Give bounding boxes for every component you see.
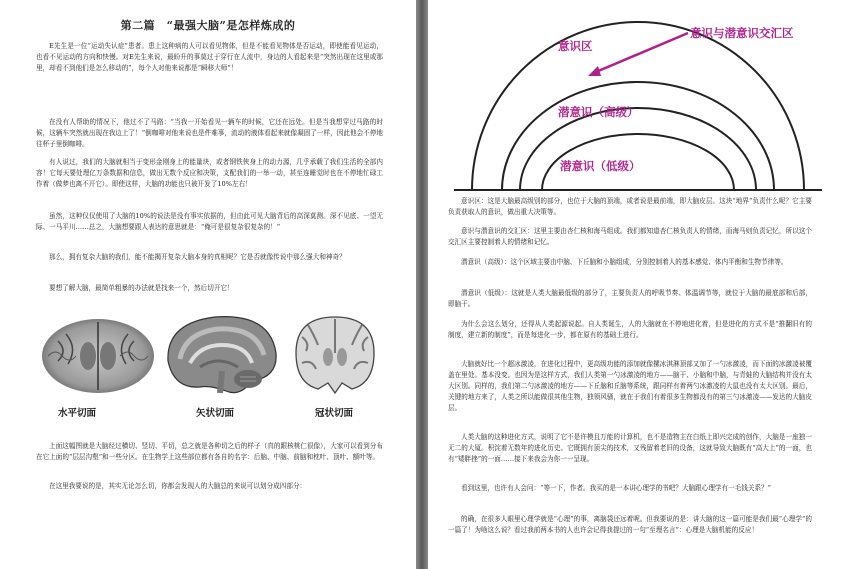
paragraph-r7: 人类大脑的这种进化方式，说明了它不是许模且万能的计算机，也不是造物主在白纸上即兴完成的创作，大脑是一座独一无二的大厦。积淀着无数年的进化历史。它既拥有顶尖的技术，又残留着老旧的设备，这就导致大脑既有“高大上”的一面，也有“矮胖挫”的一面……接下来我会为你一一呈现。 bbox=[448, 433, 812, 463]
horizontal-section-image bbox=[38, 316, 158, 396]
brain-sections-figure bbox=[38, 311, 383, 423]
paragraph-4: 虽然，这种仅仅使用了大脑的10%的说法是没有事实依据的，但由此可见大脑背后的高深莫测。深不见底、一望无际、一马平川……总之，大脑想要跟人表达的意思就是：“俺可是很复杂很复杂的！” bbox=[36, 212, 383, 231]
chapter-title: 第二篇 “最强大脑”是怎样炼成的 bbox=[120, 19, 296, 32]
paragraph-r4: 潜意识（低级）：这就是人类大脑最低级的部分了，主要负责人的呼吸节奏、体温调节等，就位于大脑的最底部和后部，即脑干。 bbox=[448, 289, 812, 308]
zone-label-subconscious-high: 潜意识（高级） bbox=[558, 105, 639, 119]
brain-zone-diagram bbox=[438, 8, 838, 193]
paragraph-7: 上面这幅图就是大脑经过横切、竖切、平切，总之就是各种切之后的样子（真的跟核桃仁很像），大家可以看到分布在它上面的“层层沟壑”和一些分区。在生物学上这些部位都有各自的名字：后脑、中脑、前脑和枕叶、顶叶、额叶等。 bbox=[36, 442, 383, 461]
paragraph-r3: 潜意识（高级）：这个区域主要由中脑、下丘脑和小脑组成，分别控制着人的基本感觉、体内平衡和生物节律等。 bbox=[461, 258, 788, 266]
coronal-section-image bbox=[290, 313, 380, 397]
book-gutter bbox=[416, 0, 428, 569]
paragraph-r9: 的确，在很多人眼里心理学就是“心理”的事，离脑袋还远着呢。但我要说的是：讲大脑的这一篇可能是我们最“心理学”的一篇了！为啥这么说？看过我前两本书的人也许会记得我提过的一句“至理名言”：心理是大脑机能的反应！ bbox=[448, 515, 812, 534]
paragraph-r1: 意识区：这是大脑最高级别的部分，也位于大脑的顶端，或者说是最前端，即大脑皮层。这块“地界”负责什么呢？它主要负责获取人的意识，做出重大决策等。 bbox=[448, 197, 812, 216]
zone-label-subconscious-low: 潜意识（低级） bbox=[560, 159, 641, 173]
sagittal-section-image bbox=[160, 311, 282, 399]
caption-coronal: 冠状切面 bbox=[315, 408, 354, 419]
left-page bbox=[0, 0, 416, 569]
caption-horizontal: 水平切面 bbox=[58, 408, 97, 419]
paragraph-8: 在这里我要说的是，其实无论怎么切，你都会发现人的大脑总的来说可以划分成四部分： bbox=[49, 482, 307, 490]
paragraph-6: 要想了解大脑，最简单粗暴的办法就是找来一个，然后切开它！ bbox=[49, 284, 234, 292]
paragraph-1: E先生是一位“运动失认症”患者。患上这种病的人可以看见物体，但是不能看见物体是否运动，即使能看见运动，也看不见运动的方向和快慢。对E先生来说，最盼升的事莫过于穿行在人流中，身边的人看起来是“突然出现在这里或那里，却看不到他们是怎么移动的”，每个人对他来说都是“瞬移大师”！ bbox=[36, 42, 383, 72]
zone-label-conscious: 意识区 bbox=[558, 39, 593, 53]
paragraph-3: 有人说过，我们的大脑就相当于变形金刚身上的能量块，或者钢铁侠身上的动力源，几乎承载了我们生活的全部内容！它每天要处理亿万条数据和信息，做出无数个反应和决策，支配我们的一举一动，甚至连睡觉时也在不停地忙碌工作着（做梦也离不开它）。即使这样，大脑的功能也只被开发了10%左右！ bbox=[36, 158, 383, 188]
diagram-arrow-label: 意识与潜意识交汇区 bbox=[690, 26, 794, 40]
paragraph-r8: 看到这里，也许有人会问：“等一下，作者。我买的是一本讲心理学的书吧？大脑跟心理学有一毛钱关系？” bbox=[461, 484, 772, 492]
paragraph-r2: 意识与潜意识的交汇区：这里主要由杏仁核和海马组成。我们都知道杏仁核负责人的情绪，而海马则负责记忆，所以这个交汇区主要控制着人的情绪和记忆。 bbox=[448, 227, 812, 246]
paragraph-2: 在没有人帮助的情况下，他过不了马路：“当我一开始看见一辆车的时候，它还在远处。但是当我想穿过马路的时候，这辆车突然就出现在我边上了！”倒咖啡对他来说也是件难事，流动的液体看起来就像凝固了一样，因此他会不停地往杯子里倒咖啡。 bbox=[36, 118, 383, 148]
paragraph-r6: 大脑就好比一个超冰激凌，在进化过程中，更高级功能的添加就像摞冰淇淋顶部又加了一勺冰激凌，而下面的冰激凌被覆盖在里处。基本没变。也因为是这样方式，我们人类第一勺冰激凌的地方——脑干、小脑和中脑，与青蛙的大脑结构并没有太大区别。同样的，我们第二勺冰激凌的地方——下丘脑和丘脑等系统，跟同样有着两勺冰激凌的大鼠也没有太大区别。最后，关键的地方来了，人类之所以能做很其他生物，独领风骚，就在于我们有着很多生物都没有的第三勺冰激凌——发达的大脑皮层。 bbox=[448, 360, 812, 412]
right-page bbox=[428, 0, 844, 569]
paragraph-r5: 为什么会这么划分，还得从人类起源说起。自人类诞生，人的大脑就在不停地进化着，但是进化的方式不是“推翻旧有的制度，建立新的制度”，而是每进化一步，都在原有的基础上进行。 bbox=[448, 320, 812, 339]
paragraph-5: 那么，拥有复杂大脑的我们，能不能揭开复杂大脑本身的真相呢？它是否就像传说中那么强大和神奇？ bbox=[49, 253, 346, 261]
caption-sagittal: 矢状切面 bbox=[196, 408, 235, 419]
